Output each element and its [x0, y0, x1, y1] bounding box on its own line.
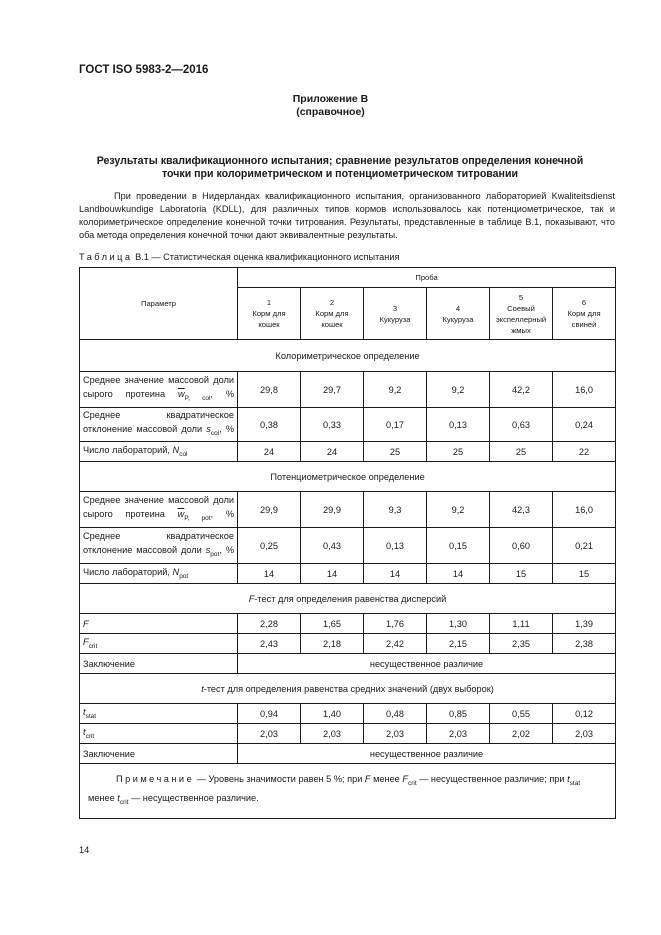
table-cell: 1,76 [364, 614, 427, 634]
table-cell: 14 [427, 564, 490, 584]
table-cell: 1,11 [490, 614, 553, 634]
table-cell: 0,15 [427, 528, 490, 564]
table-cell: 29,9 [301, 492, 364, 528]
f-test-section-row: F-тест для определения равенства дисперсий [80, 584, 616, 614]
table-row [80, 408, 616, 442]
row-label: Заключение [80, 744, 238, 764]
table-cell: 2,28 [238, 614, 301, 634]
table-cell: 0,21 [553, 528, 616, 564]
table-cell: 16,0 [553, 372, 616, 408]
row-label: $t_{crit}$ [80, 724, 238, 744]
intro-text: При проведении в Нидерландах квалификационного испытания, организованного лабораторией Kwaliteitsdienst Landbouwkundige Laboratoria (KDLL), для различных типов кормов использовалось как потенциометрическое, так и колориметрическое определение конечной точки титрования. Результаты, представленные в таблице В.1, показывают, что оба метода определения конечной точки дают эквивалентные результаты. [79, 191, 615, 240]
appendix-subtitle: (справочное) [296, 106, 365, 118]
table-cell: 1,39 [553, 614, 616, 634]
sample-6-header: 6 Корм для свиней [553, 288, 616, 340]
table-cell: 9,3 [364, 492, 427, 528]
table-cell: 0,63 [490, 408, 553, 442]
table-cell: 2,43 [238, 634, 301, 654]
table-row [80, 614, 616, 634]
table-cell: 29,9 [238, 492, 301, 528]
page-number: 14 [79, 845, 90, 855]
section-title-line2: точки при колориметрическом и потенциометрическом титровании [162, 168, 518, 180]
table-caption-text: В.1 — Статистическая оценка квалификационного испытания [135, 252, 400, 262]
table-cell: 9,2 [364, 372, 427, 408]
table-cell: 1,40 [301, 704, 364, 724]
table-cell: 0,17 [364, 408, 427, 442]
sample-header: Проба [238, 268, 616, 288]
sample-2-header: 2 Корм для кошек [301, 288, 364, 340]
row-label: F [80, 614, 238, 634]
table-cell: 29,7 [301, 372, 364, 408]
table-cell: 2,35 [490, 634, 553, 654]
table-cell: 42,3 [490, 492, 553, 528]
t-test-section-row: t-тест для определения равенства средних значений (двух выборок) [80, 674, 616, 704]
sample-1-header: 1 Корм для кошек [238, 288, 301, 340]
table-cell: 29,8 [238, 372, 301, 408]
table-cell: 0,12 [553, 704, 616, 724]
table-cell: 2,03 [301, 724, 364, 744]
table-cell: 2,42 [364, 634, 427, 654]
row-label: Среднее квадратическое отклонение массовой доли $s_{pot}$, % [80, 528, 238, 564]
potentiometric-section-row: Потенциометрическое определение [80, 462, 616, 492]
table-cell: 0,85 [427, 704, 490, 724]
row-label: Среднее квадратическое отклонение массовой доли $s_{col}$, % [80, 408, 238, 442]
table-row [80, 564, 616, 584]
table-cell: 0,25 [238, 528, 301, 564]
intro-paragraph [79, 190, 615, 242]
table-cell: 9,2 [427, 492, 490, 528]
table-cell: 25 [364, 442, 427, 462]
table-cell: 16,0 [553, 492, 616, 528]
table-cell: 0,43 [301, 528, 364, 564]
section-title-line1: Результаты квалификационного испытания; сравнение результатов определения конечной [96, 155, 584, 167]
table-cell: 14 [301, 564, 364, 584]
table-cell: 0,33 [301, 408, 364, 442]
table-row [80, 528, 616, 564]
table-cell: 2,03 [553, 724, 616, 744]
table-row [80, 654, 616, 674]
table-cell: 15 [490, 564, 553, 584]
table-cell: 42,2 [490, 372, 553, 408]
table-caption [79, 252, 399, 262]
table-cell: 2,03 [427, 724, 490, 744]
statistics-table [79, 267, 616, 819]
sample-4-header: 4 Кукуруза [427, 288, 490, 340]
colorimetric-section-row: Колориметрическое определение [80, 340, 616, 372]
table-cell: 0,24 [553, 408, 616, 442]
table-cell: 1,30 [427, 614, 490, 634]
table-cell: 2,18 [301, 634, 364, 654]
table-cell: 1,65 [301, 614, 364, 634]
table-cell: 2,38 [553, 634, 616, 654]
table-caption-label: Таблица [79, 252, 133, 262]
table-cell: 24 [301, 442, 364, 462]
table-cell: 0,13 [427, 408, 490, 442]
table-cell: 9,2 [427, 372, 490, 408]
row-label: $t_{stat}$ [80, 704, 238, 724]
row-label: Среднее значение массовой доли сырого протеина $\overline{w}_{P, col}$, % [80, 372, 238, 408]
row-label: $F_{crit}$ [80, 634, 238, 654]
table-row [80, 724, 616, 744]
table-row [80, 634, 616, 654]
row-label: Заключение [80, 654, 238, 674]
table-row [80, 442, 616, 462]
table-cell: 0,48 [364, 704, 427, 724]
sample-3-header: 3 Кукуруза [364, 288, 427, 340]
table-cell: 0,60 [490, 528, 553, 564]
row-label: Число лабораторий, $N_{pot}$ [80, 564, 238, 584]
table-cell: 2,03 [238, 724, 301, 744]
table-cell: 2,15 [427, 634, 490, 654]
f-test-conclusion: несущественное различие [238, 654, 616, 674]
param-header: Параметр [80, 268, 238, 340]
t-test-conclusion: несущественное различие [238, 744, 616, 764]
table-cell: 22 [553, 442, 616, 462]
table-cell: 0,38 [238, 408, 301, 442]
table-row [80, 744, 616, 764]
table-cell: 0,55 [490, 704, 553, 724]
table-cell: 25 [490, 442, 553, 462]
table-cell: 2,03 [364, 724, 427, 744]
table-cell: 0,13 [364, 528, 427, 564]
table-cell: 14 [364, 564, 427, 584]
table-row [80, 704, 616, 724]
table-cell: 25 [427, 442, 490, 462]
table-cell: 15 [553, 564, 616, 584]
table-row [80, 372, 616, 408]
table-row [80, 492, 616, 528]
table-cell: 24 [238, 442, 301, 462]
row-label: Среднее значение массовой доли сырого протеина $\overline{w}_{P, pot}$, % [80, 492, 238, 528]
row-label: Число лабораторий, $N_{col}$ [80, 442, 238, 462]
document-standard-header: ГОСТ ISO 5983-2—2016 [79, 64, 209, 76]
appendix-title: Приложение В [292, 93, 369, 105]
sample-5-header: 5 Соевый экспеллерный жмых [490, 288, 553, 340]
table-cell: 14 [238, 564, 301, 584]
table-cell: 2,02 [490, 724, 553, 744]
table-note: Примечание — Уровень значимости равен 5 %; при F менее $F_{crit}$ — несущественное различие; при $t_{stat}$ менее $t_{crit}$ — несущественное различие. [80, 764, 616, 819]
table-cell: 0,94 [238, 704, 301, 724]
